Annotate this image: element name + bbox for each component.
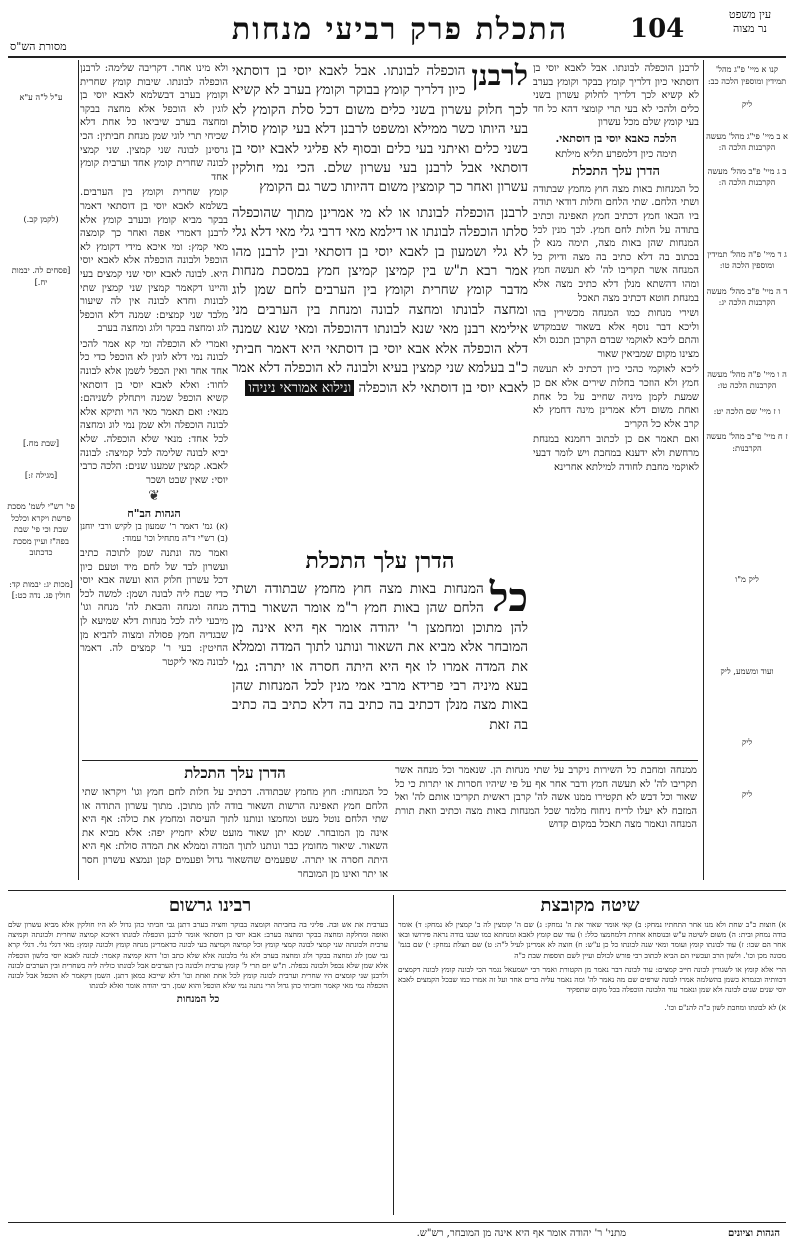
lower-right-text [395,764,697,884]
mishna-body: המנחות באות מצה חוץ מחמץ שבתודה ושתי הלחם שהן באות חמץ ר"מ אומר השאור בודה להן מתוכן ומחמצן ר' יהודה אומר אף היא אינה מן המובחר אלא מביא את השאור ונותנו לתוך המדה וממלא את המדה אמרו לו אף היא היתה חסרה או יתרה: גמ' בעא מיניה רבי פרידא מרבי אמי מנין לכל המנחות שהן באות מצה מנלן דכתיב בה כתיב בה דלא כתיב בה כתיב בה זאת [232,581,528,733]
halacha-line: הלכה כאבא יוסי בן דוסתאי. [555,131,677,145]
gemara-text-center [232,204,528,398]
hadran-banner: הדרן עלך התכלת [305,548,455,574]
side-note: ליק [741,99,753,109]
tosafot-paragraph: ושירי מנחות כמו המנחה מכשירין בהו וליכא דבר נוסף אלא בשאור שבמקדש והתם ליכא לאוקמי שבדם הקרבן תכנס ולא מצינו מקום שמביאין שאור [533,308,699,360]
page-header [0,0,793,62]
ein-mishpat-entry: קנו א מיי' פ"ג מהל' תמידין ומוספין הלכה כב: [707,64,787,86]
rabbeinu-gershom-text [8,920,388,1220]
tosafot-paragraph: ליכא לאוקמי כהכי כיון דכתיב לא תעשה חמץ ולא הוזכר בחלות שירים אלא אם כן שמעת לקמן מיניה שחייב על כל אחת ואחת משום דלא אמרינן מינה דחמץ לא קרב אלא כל הקריב [533,364,699,430]
footer [8,1228,786,1246]
ornament-divider: ❦ [148,488,160,505]
section-rule [8,890,786,891]
margin-rule-left [78,60,79,880]
ein-mishpat-entry: ו ז מיי' שם הלכה יט: [713,405,781,416]
side-note: ליק [741,737,753,747]
ein-mishpat-entry: ה ו מיי' פ"ה מהל' מעשה הקרבנות הלכה טו: [707,368,787,390]
side-note: ליק [741,788,753,799]
footer-label: הגהות וציונים [727,1228,780,1239]
tosafot-hadran-title: הדרן עלך התכלת [571,164,661,180]
footer-rule [8,1222,786,1223]
divider-rule [82,760,698,761]
rashi-column [80,62,228,762]
ein-mishpat-entry: ב ג מיי' פ"ב מהל' מעשה הקרבנות הלכה ה: [707,165,787,187]
tosafot-paragraph: כל המנחות באות מצה חוץ מחמץ שבתודה ושתי הלחם. שתי הלחם וחלות דודאי תודה ביו הבאו חמץ דכתיב חמץ תאפינה וכתיב בתודה על חלות לחם חמץ. לכך מנין לכל המנחות שהן באות מצה, תימה מנא לן בכתוב בה דלא כתיב בה מצה ודיוק כל המנחה אשר תקריבו לה' לא תעשה חמץ ומהו דהשתא מנלן דלא כתיב מצה אלא במנחת חוטא דכתיב מצה תאכל [533,183,699,304]
gemara-text: הוכפלה לבונתו. אבל לאבא יוסי בן דוסתאי כיון דלריך קומץ בבוקר וקומץ בערב לא קשיא לכך חלוק עשרון בשני כלים משום דכל סלת הקומץ לא בעי היותו כשר ממילא ומשפט לרבנן דלא בעי קומץ סולת בשני כלים ואיתני בעי כלים ובסוף לא פליגי לאבא יוסי בן דוסתאי אבל לרבנן בעי עשרון שלם. הכי נמי חולקין עשרון ואחר כך קומצין משום דהיותו כשר גם הקומץ [232,63,528,196]
opening-word: לרבנן [471,59,528,92]
lower-left-paragraph: כל המנחות: חוץ מחמץ שבתודה. דכתיב על חלות לחם חמץ וגו' ויקראו שתי הלחם חמץ תאפינה הרשות השאור בודה להן מתוכן. מתוך עשרון התודה או שתי הלחם נוטל מעט ומחמצו ונותנו לתוך העיסה ומחמץ את כולה: אף היא אינה מן המובחר. שמא יתן שאור מועט שלא יחמיץ יפה: אלא מביא את השאור. שיאור מחומץ כבר ונותנו לתוך המדה וממלא את המדה סולת: אף היא היתה חסרה או יתרה. שפעמים שהשאור גדול ופעמים קטן ונמצא עשרון חסר או יתר ואינו מן המובחר [82,787,388,880]
rashi-paragraph: ולא מינו אחר. דקריבה שלימה: לרבנן הוכפלה לבונתו. שיבות קומץ שחרית וקומץ בערב דבשלמא לאבא יוסי בן לוגין לא הוכפל אלא מחצה בבקר ומחצה בערב שיביאו כל אחת דלא שכיחי תרי לוגי שמן מנחת חביתין: הכי גרסינן לבונה שני קמצין. שני קמצי לבונה שחרית קומץ אחד וערבית קומץ אחד [80,63,228,183]
shita-paragraph: א) חוצות כ"ב שחת ולא מנו אחר התחתיו נמחק: ב) קאי אומר שאור את ה' נמחק: ג) שם ה' קומצין לה ב' קמצין לא נמחק: ד) אומר בודה נמחק ובית: ה) משום לשיטה ע"ש ובנוסחא אחרת דלמחמצו כלל: ו) עוד שם קומץ לאבא ומנחתא כמו שבנו בודה נראה פירושו ובאו אחר הם שבו: ז) עוד לבונתו קומץ ועומד ומאי שנה לבונתו כל כן ע"ש: ח) חוצה לא אמרינן לעיל ל"ה: ט) שם תצלת נמחק: י) שם בגמ' מכונה מכן וכו'. ולשון הרב ועכשיו הם הביא לכתוב רבי פורש לכולם ועיין לשם תוספות שבת כ"ה [398,920,786,960]
halacha-note: תימה כיון דלמפרע תליא מילתא [555,148,677,160]
bottom-column-rule [393,895,394,1215]
ein-mishpat-column [705,62,789,799]
side-note: ליק מ"ו [735,574,759,584]
hagahot-title: הגהות הב"ח [127,507,181,520]
mesoret-column [6,62,76,762]
ein-mishpat-entry: א ב מיי' פי"ג מהל' מעשה הקרבנות הלכה ה: [706,130,788,152]
lower-right-paragraph: ממנחה ומחבת כל השירות ניקרב על שתי מנחות הן. שנאמר וכל מנחה אשר תקריבו לה' לא תעשה חמץ ודבר אחר אף על פי שיהיו חסרות או יתרות כי כל שאור וכל דבש לא תקטירו ממנו אשה לה' קרבן ראשית תקריבו אותם לה' ואל המזבח לא יעלו לריח ניחוח מלמד שכל המנחות באות מצה וכתיב וזאת תורת המנחה ונאמר מצה תאכל במקום קדוש [395,765,697,831]
rabbeinu-gershom-title: רבינו גרשום [168,895,252,916]
tosafot-paragraph: ואם תאמר אם כן לכתוב רחמנא במנחת מרחשת ולא ידענא במחבת ויש לומר דבעי לאוקמי מחבת לחודה למילתא אחרינא [533,434,699,473]
ein-mishpat-entry: ז ח מיי' פי"ב מהל' מעשה הקרבנות: [706,431,788,453]
mesoret-label: מסורת הש"ס [10,40,67,53]
shita-footnote: א) לא לבונתו ומחבת לשון כ"ה להנ"ם וכו'. [664,1003,786,1013]
ein-mishpat-entry: ד ה מיי' פ"ב מהל' מעשה הקרבנות הלכה יג: [706,285,788,307]
gemara-text: לרבנן הוכפלה לבונתו או לא מי אמרינן מתוך שהוכפלה סלתו הוכפלה לבונתו או דילמא מאי דרבי גלי מאי דלא גלי לא גלי ושמעון בן לאבא יוסי בן דוסתאי ובין לרבנן מהו אמר רבא ת"ש בין קמיצן קמיצן חמץ במסכת מנחות מדבר קומץ שחרית וקומץ בין הערבים לחם שמן לוג ומחצה לבונתו ומחצה לבונה ומנחת בין הערבים מני אילימא רבנן מאי שנא לבונתו דהוכפלה ומאי שנא שמנה דלא הוכפלה אלא אבא יוסי בן דוסתאי היא דאמר חביתי כ"ב בעלמא שני קמצין בעיא ולבונה לא הוכפלה דלא אמר לאבא יוסי בן דוסתאי לא הוכפלה [232,204,528,396]
footer-text: מתני' ר' יהודה אומר אף היא אינה מן המובחר, רש"ש. [416,1228,626,1239]
header-rule [8,56,786,58]
rashi-paragraph: קומץ שחרית וקומץ בין הערבים. בשלמא לאבא יוסי בן דוסתאי דאמר בבקר מביא קומץ ובערב קומץ אלא לרבנן דאמרי אפה ואחר כך קומצה מאי קמץ: ומי איכא מידי דקומץ לא הוכפל ולבונה הוכפלה אלא לאבא יוסי היא. לבונה לאבא יוסי שני קמצים בעי והיינו דקאמר קמצין שני קמצין שתי לבונות וחדא לבונה אין לה שיעור מלבד שני קמצים: שמנה דלא הוכפל לוג ומחצה בבקר ולוג ומחצה בערב [80,187,228,335]
shita-mekubetzet-title: שיטה מקובצת [540,895,640,916]
mesoret-entry: [מגילה ז:] [24,469,58,480]
tosafot-paragraph: לרבנן הוכפלה לבונתו. אבל לאבא יוסי בן דוסתאי כיון דלריך קומץ בבקר וקומץ בערב לא קשיא לכך דלריך לחלוק עשרון בשני כלים ולהכי לא בעי תרי קומצי דהא כל חד בעי קומץ שלם מכל עשרון [533,63,699,129]
margin-rule-right [703,60,704,880]
tosafot-column [533,62,699,880]
hagahot-text: (א) גמ' דאמר ר' שמעון בן לקיש ורבי יוחנן (ב) רש"י ד"ה מתחיל וכו' עמוד: [80,521,228,544]
running-title: התכלת פרק רביעי מנחות [231,12,569,47]
shita-paragraph: הרי אלא קומץ או לשגורין לבונה חייב קמצים: עוד לבונה דבר נאמר מן הקטורת ואמר רבי ישמעאל נגמר הכי לבונה קומץ לבונה דקמצים דכוותיה ובגמרא כשמן בהשלמה אמרו לבונה שרפים שם מה נאמר לה' ומה נאמר עליה ברים אחד ועל זה אמרו כמו שבכל הקמצים לאבא יוסי שנים שנים לבונה ולא שמן ונאמר עוד הלבונה הוכפלה בכל מקום שתפקיד [398,964,786,995]
mesoret-entry: [פסחים לה. יבמות יח.] [11,265,71,287]
shita-mekubetzet-text [398,920,786,1220]
lower-left-text [82,786,388,886]
ein-mishpat-entry: ג ד מיי' פ"ה מהל' תמידין ומוספין הלכה טו: [707,248,787,270]
gershom-end-title: כל המנחות [176,994,220,1006]
page-number: 104 [630,14,685,44]
hadran-banner-lower: הדרן עלך התכלת [184,764,286,782]
rashi-paragraph: ואמרי לא הוכפלה ומי קא אמר להכי לבונה נמי דלא לוגין לא הוכפל כדי כל אחד אחד ואין הכפל לשמן אלא לבונה לחוד: ואלא לאבא יוסי בן דוסתאי קשיא הוכפל שמנה ויתחלק לשניהם: מנאי: ואם תאמר מאי הוי ותיקא אלא לבונה הוכפלה ולא שמן נמי לוג ומחצה לכל אחד: מנאי שלא הוכפלה. שלא יביא לבונה שלימה לכל קמיצה: לבונה לאבא. קמצין שמענו שנים: הלכה כרבי יוסי: שאין שבט ושכר [80,338,228,486]
highlighted-phrase: ונילוא אמוראי ניניהו [245,380,354,396]
side-note: ועוד ומשמע, ליק [720,665,774,676]
gershom-paragraph: בערבית את אש ובה. פליגי בה בחביתה וקומצה בבוקר וחציה בערב דתנן גבי חביתי כהן גדול לא היו חולקין אלא מביא עשרון שלם ואופה ומחלקה ומחצה בבקר ומחצה בערב: אבא יוסי בן דוסתאי אומר לרבנן הוכפלה לבונתו דאיכא קמיצה שחרית ולבונתה וקמיצה ערבית ולבונתה שני קמצי לבונה קמצי קומץ וכל קמיצה וקמיצה בעי לבונה כדאמרינן מנחה קומץ ולבונה קומץ: מאי דגלי גלי. דגלי קרא גבי שמן לוג ומחצה בבקר ולוג ומחצה בערב ולא גלי בלבונה אלא שלא כתב וכו' דהא קמיצה קאמר: לבונה לאבא יוסי כלשון הוכפלה אלא שמן שלא נכפל ולבונה נכפלה. ת"ש יום תרי ל' קומץ ערבית ולבונה בין הערבים אבל לבונתו כוליה ליה בשחרית ובין הערבים לבונה ולרבנן שני קומצים היו שחרית וערבית לבונה קומץ לכל אחת ואחת וכו' דלא שייכא כמאן דתנן. השמן דקאמר לא הוכפל אבל לבונה הוכפלה נמי מאי קאמר וחביתי כהן גדול הרי נתנה נמי שלא הוכפל והוא שמן. רבי יהודה אומר ואלא לבונתו [8,920,388,991]
rashi-paragraph: ואמר מה ונתנה שמן לתוכה כתיב ועשרון לבד של לחם מיד וטעם כיון דכל עשרון חלוק הוא ועשה אבא יוסי כדי שבח ליה לבונה ושמן: למשה לכל מנחה ומנחה והבאת לה' מנחה וגו' מיבעי ליה לכל מנחות דלא שמיעא לן שבגדיה חמץ פסולה ומצוה להביא מן החיטין: בעי ר' קמצים לה. דאמר לבונה מאי ליקטר [80,548,228,668]
gemara-opening [232,59,528,198]
mishna-text [232,574,528,735]
mesoret-entry: (לקמן קב.) [23,213,59,224]
mesoret-entry: [שבת מח.] [22,438,60,448]
mishna-block [232,574,528,750]
mishna-opening-word: כל [489,574,528,621]
ein-mishpat-label: עין משפט נר מצוה [728,8,772,35]
mesoret-entry: פי' רש"י לשמ' מסכת פרשת ויקרא וכלכל שבת וכי פי' שבת בפה"ז ועיין מסכת כדכתוב [7,501,75,557]
mesoret-entry: [מכות יג: יבמות קד: חולין פג. נדה כט:] [9,578,73,600]
gemara-column [232,59,528,550]
mesoret-entry: ע"ל ל"ה ע"א [19,92,63,102]
